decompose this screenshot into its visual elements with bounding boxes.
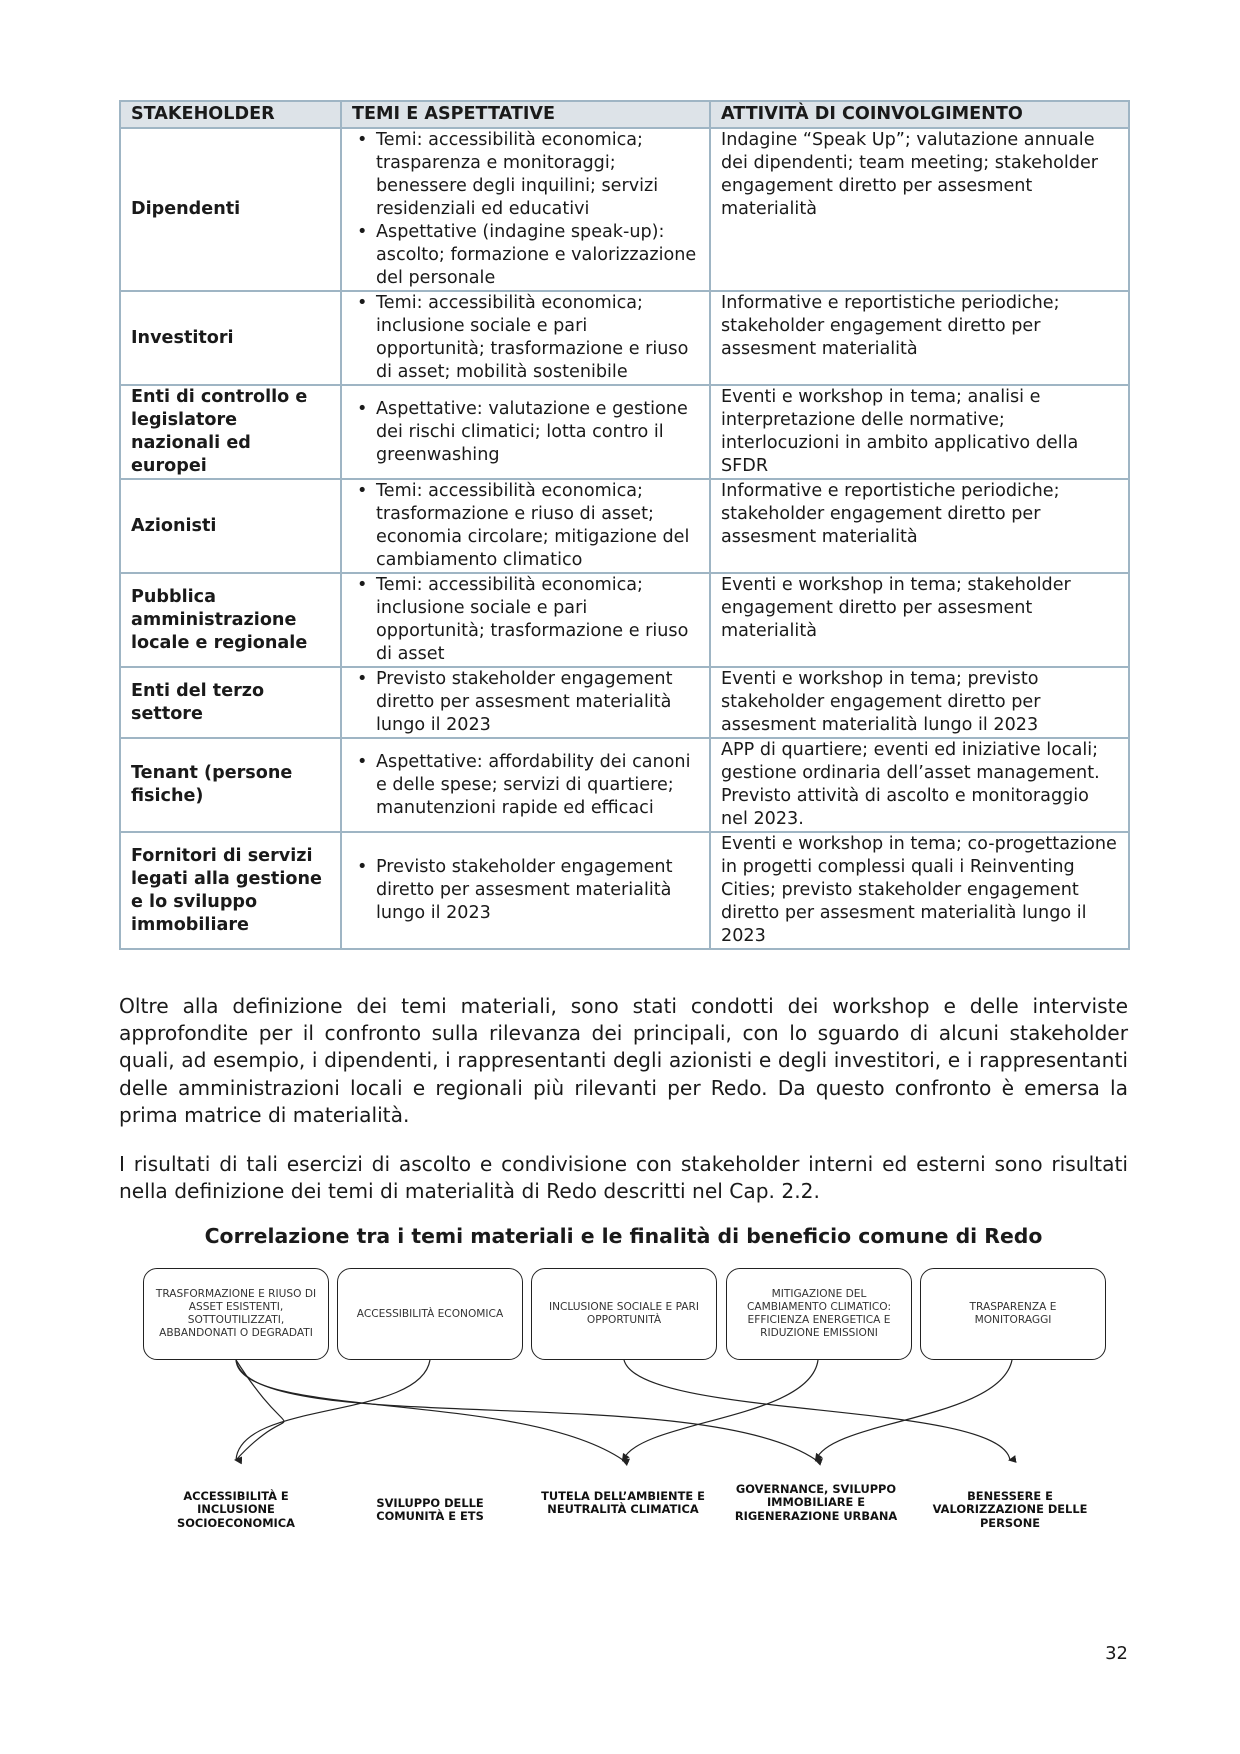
stakeholder-cell: Investitori: [120, 291, 341, 385]
attivita-cell: Eventi e workshop in tema; previsto stakeholder engagement diretto per assesment materialità lungo il 2023: [710, 667, 1129, 738]
goal-label: GOVERNANCE, SVILUPPO IMMOBILIARE E RIGENERAZIONE URBANA: [734, 1482, 898, 1523]
connector-line: [236, 1360, 284, 1460]
connector-line: [624, 1360, 1010, 1460]
list-item: • Previsto stakeholder engagement diretto per assesment materialità lungo il 2023: [376, 856, 701, 925]
theme-box: MITIGAZIONE DEL CAMBIAMENTO CLIMATICO: EFFICIENZA ENERGETICA E RIDUZIONE EMISSIONI: [726, 1268, 912, 1360]
goal-label: ACCESSIBILITÀ E INCLUSIONE SOCIOECONOMICA: [177, 1489, 295, 1530]
theme-box: TRASFORMAZIONE E RIUSO DI ASSET ESISTENTI, SOTTOUTILIZZATI, ABBANDONATI O DEGRADATI: [143, 1268, 329, 1360]
goal-label: BENESSERE E VALORIZZAZIONE DELLE PERSONE: [932, 1489, 1088, 1530]
goal-label: TUTELA DELL’AMBIENTE E NEUTRALITÀ CLIMATICA: [541, 1489, 705, 1517]
stakeholder-cell: Tenant (persone fisiche): [120, 738, 341, 832]
list-item: • Temi: accessibilità economica; trasparenza e monitoraggi; benessere degli inquilini; servizi residenziali ed educativi: [376, 129, 701, 221]
theme-box: INCLUSIONE SOCIALE E PARI OPPORTUNITÀ: [531, 1268, 717, 1360]
connector-line: [236, 1360, 623, 1460]
connector-line: [236, 1360, 430, 1460]
stakeholder-cell: Dipendenti: [120, 128, 341, 291]
connector-line: [236, 1360, 816, 1460]
figure-title: Correlazione tra i temi materiali e le finalità di beneficio comune di Redo: [204, 1224, 1043, 1248]
connector-line: [623, 1360, 818, 1460]
header-stakeholder: STAKEHOLDER: [120, 101, 341, 128]
theme-box: TRASPARENZA E MONITORAGGI: [920, 1268, 1106, 1360]
attivita-cell: Eventi e workshop in tema; co-progettazione in progetti complessi quali i Reinventing Cities; previsto stakeholder engagement diretto per assesment materialità lungo il 2023: [710, 832, 1129, 949]
body-paragraph: Oltre alla definizione dei temi materiali, sono stati condotti dei workshop e delle interviste approfondite per il confronto sulla rilevanza dei principali, con lo sguardo di alcuni stakeholder quali, ad esempio, i dipendenti, i rappresentanti degli azionisti e degli investitori, e i rappresentanti delle amministrazioni locali e regionali più rilevanti per Redo. Da questo confronto è emersa la prima matrice di materialità.: [119, 994, 1128, 1127]
attivita-cell: Eventi e workshop in tema; analisi e interpretazione delle normative; interlocuzioni in ambito applicativo della SFDR: [710, 385, 1129, 479]
theme-box: ACCESSIBILITÀ ECONOMICA: [337, 1268, 523, 1360]
list-item: • Aspettative (indagine speak-up): ascolto; formazione e valorizzazione del personale: [376, 221, 701, 290]
list-item: • Aspettative: valutazione e gestione dei rischi climatici; lotta contro il greenwashing: [376, 398, 701, 467]
stakeholder-cell: Enti del terzo settore: [120, 667, 341, 738]
stakeholder-cell: Pubblica amministrazione locale e regionale: [120, 573, 341, 667]
attivita-cell: Indagine “Speak Up”; valutazione annuale dei dipendenti; team meeting; stakeholder engagement diretto per assesment materialità: [710, 128, 1129, 291]
attivita-cell: Informative e reportistiche periodiche; stakeholder engagement diretto per assesment materialità: [710, 479, 1129, 573]
list-item: • Aspettative: affordability dei canoni e delle spese; servizi di quartiere; manutenzioni rapide ed efficaci: [376, 751, 701, 820]
attivita-cell: Eventi e workshop in tema; stakeholder engagement diretto per assesment materialità: [710, 573, 1129, 667]
list-item: • Temi: accessibilità economica; inclusione sociale e pari opportunità; trasformazione e riuso di asset; mobilità sostenibile: [376, 292, 701, 384]
connector-line: [816, 1360, 1012, 1460]
attivita-cell: Informative e reportistiche periodiche; stakeholder engagement diretto per assesment materialità: [710, 291, 1129, 385]
stakeholder-cell: Azionisti: [120, 479, 341, 573]
stakeholder-cell: Fornitori di servizi legati alla gestione e lo sviluppo immobiliare: [120, 832, 341, 949]
list-item: • Previsto stakeholder engagement diretto per assesment materialità lungo il 2023: [376, 668, 701, 737]
body-paragraph: I risultati di tali esercizi di ascolto e condivisione con stakeholder interni ed esterni sono risultati nella definizione dei temi di materialità di Redo descritti nel Cap. 2.2.: [119, 1152, 1128, 1204]
list-item: • Temi: accessibilità economica; inclusione sociale e pari opportunità; trasformazione e riuso di asset: [376, 574, 701, 666]
attivita-cell: APP di quartiere; eventi ed iniziative locali; gestione ordinaria dell’asset management. Previsto attività di ascolto e monitoraggio nel 2023.: [710, 738, 1129, 832]
header-attivita: ATTIVITÀ DI COINVOLGIMENTO: [710, 101, 1129, 128]
list-item: • Temi: accessibilità economica; trasformazione e riuso di asset; economia circolare; mitigazione del cambiamento climatico: [376, 480, 701, 572]
page-number: 32: [1105, 1643, 1128, 1664]
stakeholder-cell: Enti di controllo e legislatore nazionali ed europei: [120, 385, 341, 479]
goal-label: SVILUPPO DELLE COMUNITÀ E ETS: [376, 1496, 484, 1524]
header-temi: TEMI E ASPETTATIVE: [341, 101, 710, 128]
